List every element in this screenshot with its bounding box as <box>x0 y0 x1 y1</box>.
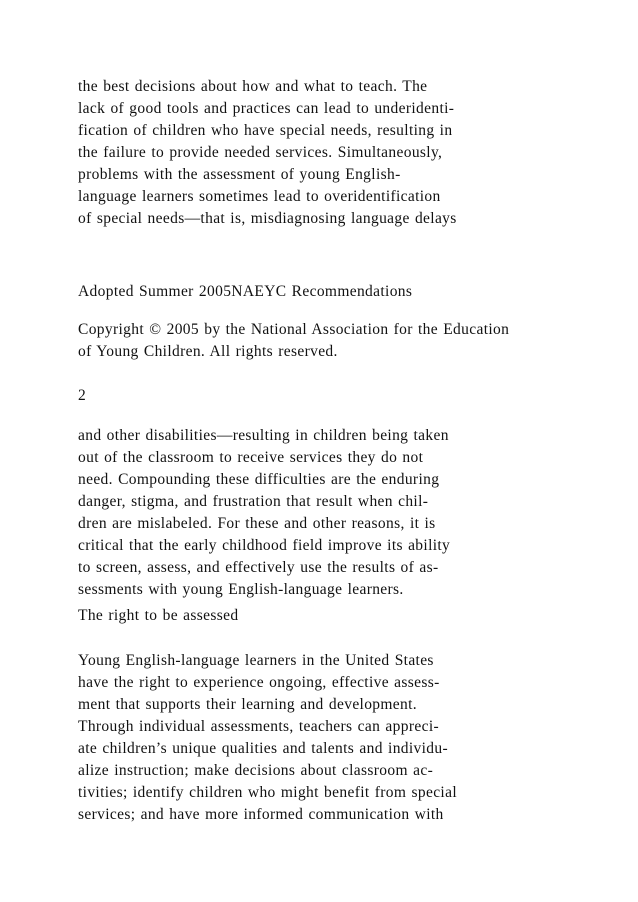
text-line: fication of children who have special needs, resulting in <box>78 122 453 139</box>
text-line: ment that supports their learning and development. <box>78 696 418 713</box>
text-line: Young English-language learners in the United States <box>78 652 434 669</box>
page-number-text: 2 <box>78 387 87 404</box>
text-line: language learners sometimes lead to overidentification <box>78 188 441 205</box>
footer-title-text: Adopted Summer 2005NAEYC Recommendations <box>78 283 413 300</box>
text-line: have the right to experience ongoing, effective assess- <box>78 674 440 691</box>
text-line: ate children’s unique qualities and talents and individu- <box>78 740 449 757</box>
text-line: Copyright © 2005 by the National Association for the Education <box>78 321 510 338</box>
text-line: the failure to provide needed services. Simultaneously, <box>78 144 443 161</box>
text-line: alize instruction; make decisions about classroom ac- <box>78 762 434 779</box>
text-line: of special needs—that is, misdiagnosing language delays <box>78 210 457 227</box>
section-heading <box>78 605 618 627</box>
paragraph-3 <box>78 650 618 826</box>
footer-title <box>78 281 618 303</box>
paragraph-1 <box>78 76 618 230</box>
text-line: out of the classroom to receive services they do not <box>78 449 424 466</box>
text-line: sessments with young English-language learners. <box>78 581 404 598</box>
copyright-notice <box>78 319 618 363</box>
paragraph-2 <box>78 425 618 601</box>
text-line: and other disabilities—resulting in children being taken <box>78 427 449 444</box>
page-number <box>78 385 618 407</box>
text-line: dren are mislabeled. For these and other reasons, it is <box>78 515 436 532</box>
text-line: services; and have more informed communication with <box>78 806 444 823</box>
text-line: Through individual assessments, teachers can appreci- <box>78 718 439 735</box>
text-line: danger, stigma, and frustration that result when chil- <box>78 493 429 510</box>
text-line: to screen, assess, and effectively use the results of as- <box>78 559 439 576</box>
text-line: need. Compounding these difficulties are the enduring <box>78 471 440 488</box>
text-line: the best decisions about how and what to teach. The <box>78 78 428 95</box>
text-line: lack of good tools and practices can lead to underidenti- <box>78 100 455 117</box>
section-heading-text: The right to be assessed <box>78 607 239 624</box>
text-line: tivities; identify children who might benefit from special <box>78 784 457 801</box>
text-line: problems with the assessment of young English- <box>78 166 401 183</box>
text-line: of Young Children. All rights reserved. <box>78 343 338 360</box>
text-line: critical that the early childhood field improve its ability <box>78 537 451 554</box>
